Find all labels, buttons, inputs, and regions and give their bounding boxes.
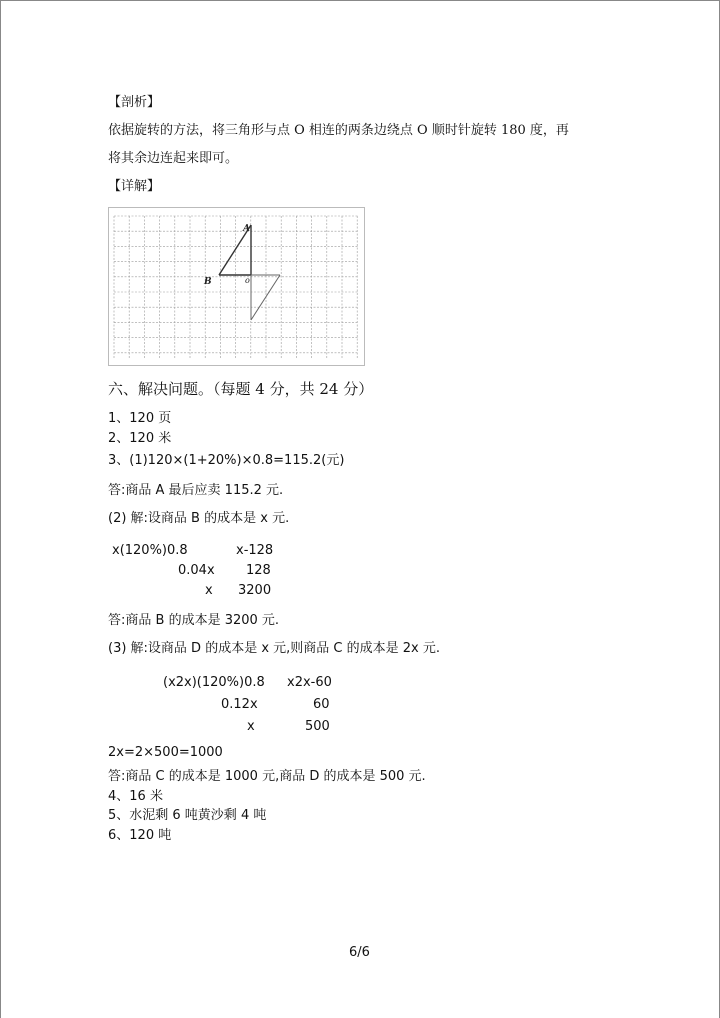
calc-2x: 2x=2×500=1000 [108,745,223,760]
rotated-side-3 [251,275,280,320]
section-title: 六、解决问题。（每题 4 分，共 24 分） [108,380,374,398]
answer-item-5: 5、水泥剩 6 吨黄沙剩 4 吨 [108,808,267,823]
equation-d-line3-right: 500 [305,719,330,734]
page-border-left [0,0,1,1018]
answer-item-6: 6、120 吨 [108,828,172,843]
grid-diagram [109,208,366,367]
equation-d-line3-left: x [247,719,255,734]
answer-item-1: 1、120 页 [108,411,172,426]
label-o: o [245,276,250,285]
answer-3-1: 答:商品 A 最后应卖 115.2 元. [108,483,284,498]
answer-item-4: 4、16 米 [108,789,163,804]
analysis-heading: 【剖析】 [108,95,161,110]
analysis-line-1: 依据旋转的方法，将三角形与点 O 相连的两条边绕点 O 顺时针旋转 180 度，再 [108,123,569,138]
equation-b-line3-left: x [205,583,213,598]
label-a: A [243,224,250,234]
equation-b-line3-right: 3200 [238,583,272,598]
equation-d-line2-right: 60 [313,697,330,712]
detail-heading: 【详解】 [108,179,161,194]
page-border-top [0,0,720,1]
answer-item-3: 3、(1)120×(1+20%)×0.8=115.2(元) [108,453,345,468]
equation-b-line1-left: x(120%)0.8 [112,543,188,558]
part-3-intro: (3) 解:设商品 D 的成本是 x 元,则商品 C 的成本是 2x 元. [108,641,440,656]
answer-3-3: 答:商品 C 的成本是 1000 元,商品 D 的成本是 500 元. [108,769,426,784]
answer-3-2: 答:商品 B 的成本是 3200 元. [108,613,280,628]
equation-b-line2-right: 128 [246,563,271,578]
equation-d-line1-left: (x2x)(120%)0.8 [163,675,265,690]
part-2-intro: (2) 解:设商品 B 的成本是 x 元. [108,511,290,526]
equation-b-line1-right: x-128 [236,543,274,558]
equation-b-line2-left: 0.04x [178,563,215,578]
page-number: 6/6 [349,945,370,960]
equation-d-line2-left: 0.12x [221,697,258,712]
answer-item-2: 2、120 米 [108,431,172,446]
equation-d-line1-right: x2x-60 [287,675,332,690]
rotation-figure [108,207,365,366]
analysis-line-2: 将其余边连起来即可。 [108,151,239,166]
label-b: B [204,277,212,287]
